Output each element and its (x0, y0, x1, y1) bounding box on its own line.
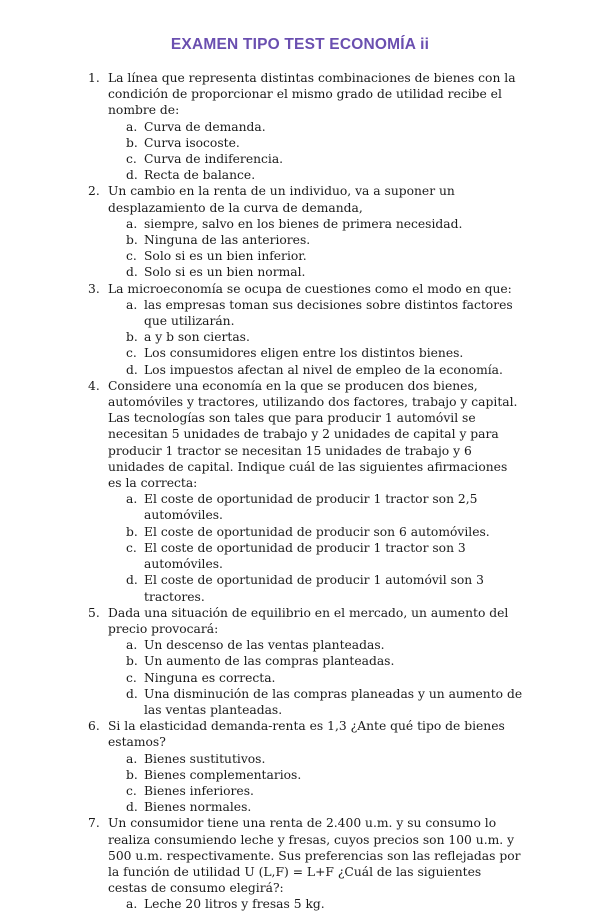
answer-option (108, 135, 524, 151)
answer-option (108, 751, 524, 767)
option-list (108, 119, 524, 184)
option-letter: b. (126, 135, 138, 150)
option-text: Los impuestos afectan al nivel de empleo de la economía. (144, 362, 503, 377)
option-text: El coste de oportunidad de producir 1 tractor son 2,5 automóviles. (144, 492, 478, 523)
option-list (108, 216, 524, 281)
question-text: La línea que representa distintas combinaciones de bienes con la condición de proporcionar el mismo grado de utilidad recibe el nombre de: (108, 71, 516, 118)
option-letter: b. (126, 330, 138, 345)
page-title: EXAMEN TIPO TEST ECONOMÍA ii (170, 36, 430, 53)
option-text: Curva de demanda. (144, 119, 266, 134)
question-item (0, 815, 600, 912)
option-letter: c. (126, 540, 137, 555)
answer-option (108, 151, 524, 167)
answer-option (108, 637, 524, 653)
answer-option (108, 670, 524, 686)
answer-option (108, 896, 524, 912)
option-letter: a. (126, 492, 138, 507)
answer-option (108, 232, 524, 248)
option-list (108, 751, 524, 816)
question-text: Considere una economía en la que se producen dos bienes, automóviles y tractores, utilizando dos factores, trabajo y capital. Las tecnologías son tales que para producir 1 automóvil se necesitan 5 unidades de trabajo y 2 unidades de capital y para producir 1 tractor se necesitan 15 unidades de trabajo y 6 unidades de capital. Indique cuál de las siguientes afirmaciones es la correcta: (108, 378, 518, 491)
question-number: 5. (88, 605, 100, 620)
option-letter: b. (126, 654, 138, 669)
option-text: a y b son ciertas. (144, 330, 250, 345)
option-letter: b. (126, 767, 138, 782)
option-letter: c. (126, 783, 137, 798)
option-letter: b. (126, 233, 138, 248)
question-text: La microeconomía se ocupa de cuestiones como el modo en que: (108, 281, 512, 296)
option-text: Solo si es un bien normal. (144, 265, 306, 280)
question-number: 1. (88, 71, 100, 85)
answer-option (108, 572, 524, 604)
option-text: Bienes sustitutivos. (144, 751, 266, 766)
option-text: Los consumidores eligen entre los distintos bienes. (144, 346, 464, 361)
answer-option (108, 345, 524, 361)
option-text: Ninguna es correcta. (144, 670, 276, 685)
option-text: Bienes normales. (144, 800, 252, 815)
question-list (0, 70, 600, 913)
question-item (0, 718, 600, 815)
answer-option (108, 362, 524, 378)
answer-option (108, 686, 524, 718)
question-item (0, 70, 600, 183)
answer-option (108, 119, 524, 135)
option-letter: a. (126, 216, 138, 231)
option-text: Solo si es un bien inferior. (144, 249, 307, 264)
option-text: Un descenso de las ventas planteadas. (144, 638, 385, 653)
question-text: Dada una situación de equilibrio en el mercado, un aumento del precio provocará: (108, 605, 509, 636)
answer-option (108, 799, 524, 815)
option-letter: c. (126, 152, 137, 167)
option-text: El coste de oportunidad de producir 1 tractor son 3 automóviles. (144, 540, 466, 572)
option-letter: b. (126, 524, 138, 539)
option-text: Curva isocoste. (144, 135, 240, 150)
option-letter: a. (126, 638, 138, 653)
option-text: El coste de oportunidad de producir son 6 automóviles. (144, 524, 490, 539)
option-letter: d. (126, 573, 138, 588)
option-letter: d. (126, 800, 138, 815)
question-item (0, 605, 600, 718)
question-text: Un cambio en la renta de un individuo, va a suponer un desplazamiento de la curva de demanda, (108, 184, 455, 215)
answer-option (108, 329, 524, 345)
answer-option (108, 248, 524, 264)
option-text: Leche 20 litros y fresas 5 kg. (144, 897, 325, 912)
answer-option (108, 216, 524, 232)
answer-option (108, 540, 524, 572)
option-text: Bienes inferiores. (144, 783, 254, 798)
option-text: siempre, salvo en los bienes de primera necesidad. (144, 216, 463, 231)
option-list (108, 637, 524, 718)
option-text: Un aumento de las compras planteadas. (144, 654, 395, 669)
answer-option (108, 264, 524, 280)
question-text: Un consumidor tiene una renta de 2.400 u.m. y su consumo lo realiza consumiendo leche y fresas, cuyos precios son 100 u.m. y 500 u.m. respectivamente. Sus preferencias son las reflejadas por la función de utilidad U (L,F) = L+F ¿Cuál de las siguientes cestas de consumo elegirá?: (108, 816, 521, 896)
option-letter: c. (126, 249, 137, 264)
option-letter: d. (126, 265, 138, 280)
answer-option (108, 297, 524, 329)
option-letter: d. (126, 168, 138, 183)
option-list (108, 297, 524, 378)
option-letter: c. (126, 346, 137, 361)
option-text: Bienes complementarios. (144, 767, 302, 782)
question-number: 4. (88, 378, 100, 393)
question-number: 6. (88, 719, 100, 734)
option-letter: a. (126, 897, 138, 912)
option-letter: d. (126, 686, 138, 701)
question-number: 7. (88, 816, 100, 831)
option-text: Curva de indiferencia. (144, 152, 284, 167)
option-list (108, 491, 524, 604)
option-text: Recta de balance. (144, 168, 256, 183)
question-item (0, 281, 600, 378)
question-text: Si la elasticidad demanda-renta es 1,3 ¿Ante qué tipo de bienes estamos? (108, 719, 505, 750)
answer-option (108, 491, 524, 523)
question-number: 3. (88, 281, 100, 296)
option-letter: c. (126, 670, 137, 685)
option-letter: a. (126, 751, 138, 766)
question-number: 2. (88, 184, 100, 199)
option-text: las empresas toman sus decisiones sobre distintos factores que utilizarán. (144, 297, 513, 329)
option-text: Una disminución de las compras planeadas y un aumento de las ventas planteadas. (144, 686, 523, 717)
answer-option (108, 783, 524, 799)
option-letter: a. (126, 297, 138, 312)
question-item (0, 378, 600, 605)
option-list (108, 896, 524, 912)
option-letter: a. (126, 119, 138, 134)
option-text: Ninguna de las anteriores. (144, 233, 311, 248)
answer-option (108, 167, 524, 183)
answer-option (108, 524, 524, 540)
option-text: El coste de oportunidad de producir 1 automóvil son 3 tractores. (144, 573, 484, 604)
question-item (0, 183, 600, 280)
option-letter: d. (126, 362, 138, 377)
answer-option (108, 653, 524, 669)
answer-option (108, 767, 524, 783)
